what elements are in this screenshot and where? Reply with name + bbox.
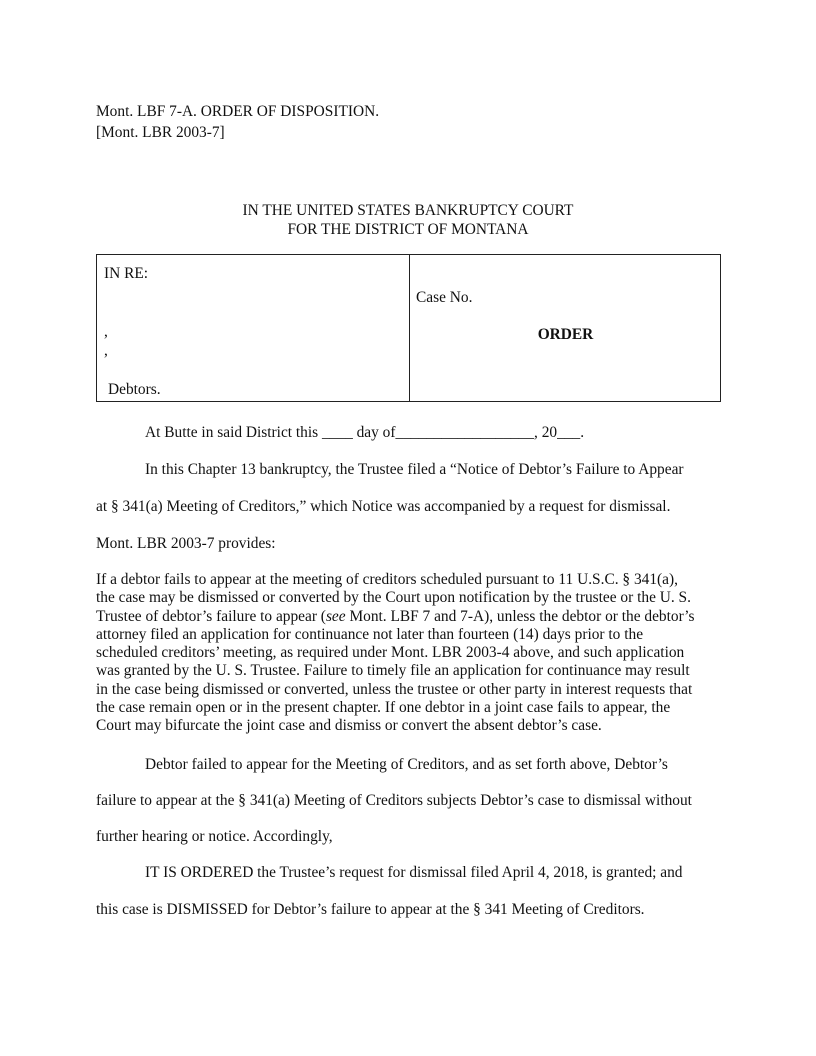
form-header bbox=[96, 101, 379, 143]
form-title: Mont. LBF 7-A. ORDER OF DISPOSITION. bbox=[96, 103, 380, 120]
case-number-label: Case No. bbox=[416, 289, 473, 306]
court-name: IN THE UNITED STATES BANKRUPTCY COURT bbox=[242, 202, 574, 219]
quote-see-italic: see bbox=[325, 607, 346, 625]
court-district: FOR THE DISTRICT OF MONTANA bbox=[287, 221, 529, 238]
paragraph-2-line-2: failure to appear at the § 341(a) Meeting of Creditors subjects Debtor’s case to dismissal without bbox=[96, 792, 692, 809]
quote-line: in the case being dismissed or converted, unless the trustee or other party in interest requests that bbox=[96, 680, 693, 698]
quote-line: the case remain open or in the present chapter. If one debtor in a joint case fails to appear, the bbox=[96, 699, 671, 717]
order-title: ORDER bbox=[537, 326, 594, 343]
quote-line: attorney filed an application for continuance not later than fourteen (14) days prior to the bbox=[96, 625, 644, 643]
quote-line: scheduled creditors’ meeting, as required under Mont. LBR 2003-4 above, and such application bbox=[96, 644, 685, 662]
quote-line: the case may be dismissed or converted by the Court upon notification by the trustee or the U. S. bbox=[96, 589, 691, 607]
rule-reference: [Mont. LBR 2003-7] bbox=[96, 124, 225, 141]
quote-line: was granted by the U. S. Trustee. Failure to timely file an application for continuance may result bbox=[96, 662, 690, 680]
order-paragraph-line-2: this case is DISMISSED for Debtor’s failure to appear at the § 341 Meeting of Creditors. bbox=[96, 901, 645, 918]
quote-line bbox=[96, 608, 726, 626]
quote-line: If a debtor fails to appear at the meeting of creditors scheduled pursuant to 11 U.S.C. § 341(a), bbox=[96, 571, 678, 588]
rule-quote bbox=[96, 571, 726, 736]
debtors-label: Debtors. bbox=[108, 381, 161, 398]
paragraph-2-line-3: further hearing or notice. Accordingly, bbox=[96, 828, 333, 845]
rule-intro: Mont. LBR 2003-7 provides: bbox=[96, 535, 276, 552]
paragraph-1-line-2: at § 341(a) Meeting of Creditors,” which Notice was accompanied by a request for dismissal. bbox=[96, 498, 671, 515]
in-re-label: IN RE: bbox=[104, 265, 149, 282]
case-caption bbox=[96, 254, 721, 402]
quote-text: Mont. LBF 7 and 7-A), unless the debtor or the debtor’s bbox=[345, 607, 695, 625]
order-paragraph-line-1: IT IS ORDERED the Trustee’s request for dismissal filed April 4, 2018, is granted; and bbox=[145, 864, 683, 881]
debtor-name-2: , bbox=[104, 342, 108, 359]
court-heading bbox=[96, 201, 720, 239]
quote-line: Court may bifurcate the joint case and dismiss or convert the absent debtor’s case. bbox=[96, 717, 602, 735]
paragraph-1-line-1: In this Chapter 13 bankruptcy, the Trustee filed a “Notice of Debtor’s Failure to Appear bbox=[145, 461, 684, 478]
date-line: At Butte in said District this ____ day of__________________, 20___. bbox=[145, 424, 585, 441]
paragraph-2-line-1: Debtor failed to appear for the Meeting of Creditors, and as set forth above, Debtor’s bbox=[145, 756, 668, 773]
debtor-name-1: , bbox=[104, 323, 108, 340]
quote-text: Trustee of debtor’s failure to appear ( bbox=[96, 607, 326, 625]
